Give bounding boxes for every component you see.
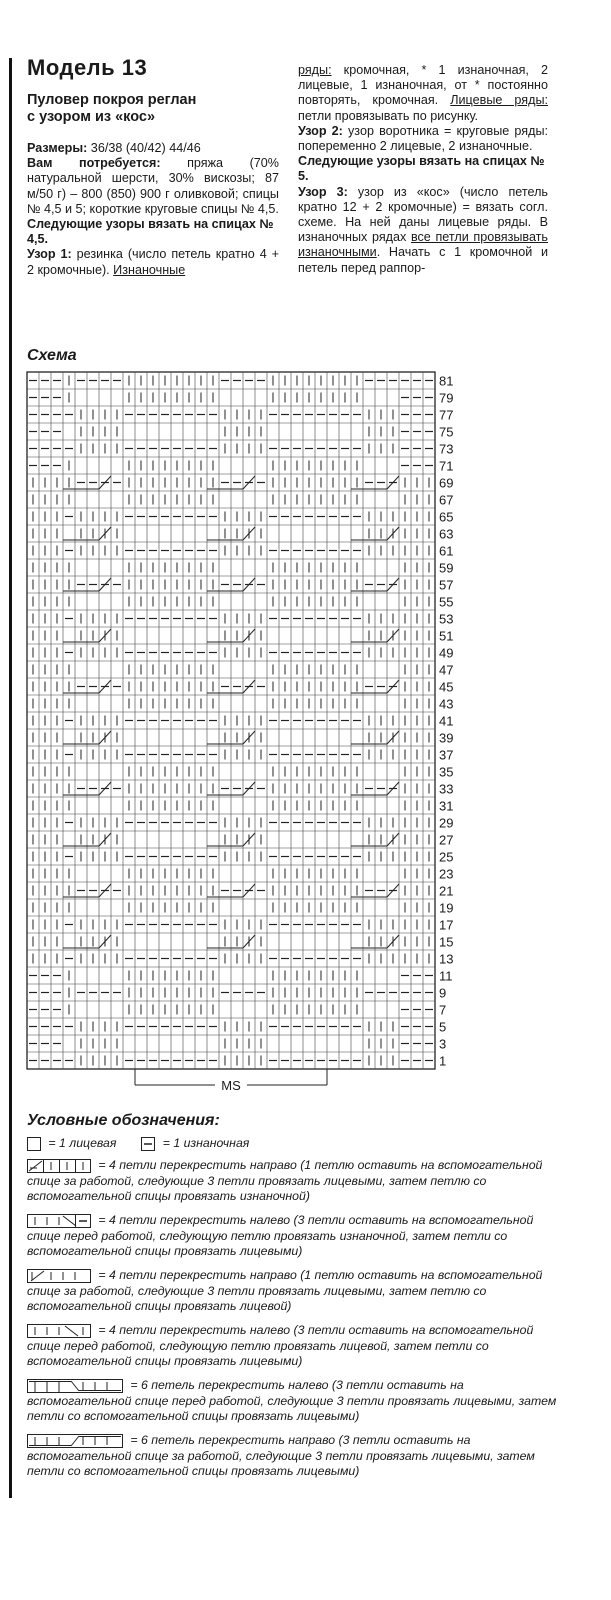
row-number: 1 bbox=[439, 1053, 447, 1069]
row-number: 65 bbox=[439, 509, 454, 525]
sizes-value: 36/38 (40/42) 44/46 bbox=[87, 141, 201, 155]
row-number: 13 bbox=[439, 951, 454, 967]
row-number: 81 bbox=[439, 373, 454, 389]
pattern-2-label: Узор 2: bbox=[298, 123, 343, 138]
subtitle-line-1: Пуловер покроя реглан bbox=[27, 92, 197, 108]
row-number: 31 bbox=[439, 798, 454, 814]
legend-item-4 bbox=[27, 1323, 557, 1370]
row-number: 5 bbox=[439, 1019, 447, 1035]
legend-item-1 bbox=[27, 1158, 557, 1205]
row-number: 29 bbox=[439, 815, 454, 831]
row-number: 3 bbox=[439, 1036, 447, 1052]
row-number: 77 bbox=[439, 407, 454, 423]
row-number: 49 bbox=[439, 645, 454, 661]
row-number: 59 bbox=[439, 560, 454, 576]
legend-item-2-text: = 4 петли перекрестить налево (3 петли оставить на вспомогательной спице перед работой, следующую петлю провязать изнаночной, затем петли со вспомогательной спицы провязать лицевыми) bbox=[27, 1213, 534, 1258]
row-number: 25 bbox=[439, 849, 454, 865]
pattern-2-value: узор воротника = круговые ряды: попеременно 2 лицевые, 2 изнаночные. bbox=[298, 123, 548, 154]
legend-item-3 bbox=[27, 1268, 557, 1315]
pattern-1-value: резинка (число петель кратно 4 + 2 кромочные). bbox=[27, 247, 279, 277]
row-number: 37 bbox=[439, 747, 454, 763]
knit-rows-label: Лицевые ряды: bbox=[450, 93, 549, 108]
cross-left-purl-symbol-icon bbox=[27, 1214, 91, 1228]
row-number: 53 bbox=[439, 611, 454, 627]
legend-item-6 bbox=[27, 1433, 557, 1480]
legend-item-5 bbox=[27, 1378, 557, 1425]
legend-item-1-text: = 4 петли перекрестить направо (1 петлю оставить на вспомогательной спице за работой, следующие 3 петли провязать лицевыми, затем петлю со вспомогательной спицы провязать изнаночной) bbox=[27, 1158, 543, 1203]
cross-right-purl-symbol-icon bbox=[27, 1159, 91, 1173]
rows-word: ряды: bbox=[298, 63, 332, 77]
row-number: 17 bbox=[439, 917, 454, 933]
row-number: 71 bbox=[439, 458, 454, 474]
page-title: Модель 13 bbox=[27, 55, 148, 80]
needles-45-heading: Следующие узоры вязать на спицах № 4,5. bbox=[27, 217, 274, 247]
pattern-1-cont: кромочная, * 1 изнаночная, 2 лицевые, 1 изнаночная, от * постоянно повторять, кромочная. bbox=[298, 63, 548, 108]
legend-item-6-text: = 6 петель перекрестить направо (3 петли оставить на вспомогательной спице за работой, следующие 3 петли провязать лицевыми, затем петли со вспомогательной спицы провязать лицевыми) bbox=[27, 1433, 535, 1478]
row-number: 63 bbox=[439, 526, 454, 542]
row-number: 33 bbox=[439, 781, 454, 797]
repeat-label: MS bbox=[221, 1078, 241, 1093]
schema-title: Схема bbox=[27, 347, 77, 364]
row-number: 19 bbox=[439, 900, 454, 916]
legend-item-5-text: = 6 петель перекрестить налево (3 петли оставить на вспомогательной спице перед работой, следующие 3 петли провязать лицевыми, затем петли со вспомогательной спицы провязать лицевыми) bbox=[27, 1378, 557, 1423]
sizes-label: Размеры: bbox=[27, 141, 88, 155]
pattern-3-label: Узор 3: bbox=[298, 184, 348, 199]
cross-left-knit-symbol-icon bbox=[27, 1324, 91, 1338]
needles-5-heading: Следующие узоры вязать на спицах № 5. bbox=[298, 154, 545, 184]
knit-rows-value: петли провязывать по рисунку. bbox=[298, 108, 479, 123]
row-number: 39 bbox=[439, 730, 454, 746]
row-number: 21 bbox=[439, 883, 454, 899]
cable-6-right-symbol-icon bbox=[27, 1434, 123, 1448]
row-number: 45 bbox=[439, 679, 454, 695]
row-number: 11 bbox=[439, 968, 453, 984]
row-number: 55 bbox=[439, 594, 454, 610]
pattern-1-label: Узор 1: bbox=[27, 247, 72, 262]
row-number: 15 bbox=[439, 934, 454, 950]
legend-item-4-text: = 4 петли перекрестить налево (3 петли оставить на вспомогательной спице перед работой, следующую петлю провязать лицевой, затем петли со вспомогательной спицы провязать лицевыми) bbox=[27, 1323, 534, 1368]
purl-symbol-icon bbox=[141, 1137, 155, 1151]
row-number: 43 bbox=[439, 696, 454, 712]
legend-purl: = 1 изнаночная bbox=[159, 1136, 250, 1150]
row-number: 47 bbox=[439, 662, 454, 678]
row-number: 9 bbox=[439, 985, 447, 1001]
row-number: 79 bbox=[439, 390, 454, 406]
materials-value: пряжа (70% натуральной шерсти, 30% вискозы; 87 м/50 г) – 800 (850) 900 г оливковой; спицы № 4,5 и 5; короткие круговые спицы № 4,5. bbox=[27, 156, 279, 216]
purl-rows-word: Изнаночные bbox=[113, 262, 186, 277]
pattern-3-value: узор из «кос» (число петель кратно 12 + 2 кромочные) = вязать согл. схеме. На ней даны лицевые ряды. В изнаночных рядах bbox=[298, 184, 548, 245]
row-number: 41 bbox=[439, 713, 454, 729]
row-number: 73 bbox=[439, 441, 454, 457]
cable-6-left-symbol-icon bbox=[27, 1379, 123, 1393]
row-number: 51 bbox=[439, 628, 454, 644]
legend-title: Условные обозначения: bbox=[27, 1112, 220, 1129]
row-number: 57 bbox=[439, 577, 454, 593]
row-number: 7 bbox=[439, 1002, 447, 1018]
row-number: 69 bbox=[439, 475, 454, 491]
legend-item-2 bbox=[27, 1213, 557, 1260]
subtitle-line-2: с узором из «кос» bbox=[27, 109, 156, 125]
legend-basic bbox=[27, 1136, 557, 1152]
legend-knit: = 1 лицевая bbox=[45, 1136, 117, 1150]
row-number: 67 bbox=[439, 492, 454, 508]
materials-label: Вам потребуется: bbox=[27, 156, 161, 171]
pattern-3-end: . Начать с 1 кромочной и петель перед раппор- bbox=[298, 245, 548, 275]
cross-right-knit-symbol-icon bbox=[27, 1269, 91, 1283]
knit-symbol-icon bbox=[27, 1137, 41, 1151]
row-number: 61 bbox=[439, 543, 454, 559]
row-number: 23 bbox=[439, 866, 454, 882]
all-loops-purl: все петли провязывать изнаночными bbox=[298, 230, 548, 260]
row-number: 27 bbox=[439, 832, 454, 848]
legend-item-3-text: = 4 петли перекрестить направо (1 петлю оставить на вспомогательной спице за работой, следующие 3 петли провязать лицевыми, затем петлю со вспомогательной спицы провязать лицевой) bbox=[27, 1268, 543, 1313]
row-number: 35 bbox=[439, 764, 454, 780]
row-number: 75 bbox=[439, 424, 454, 440]
